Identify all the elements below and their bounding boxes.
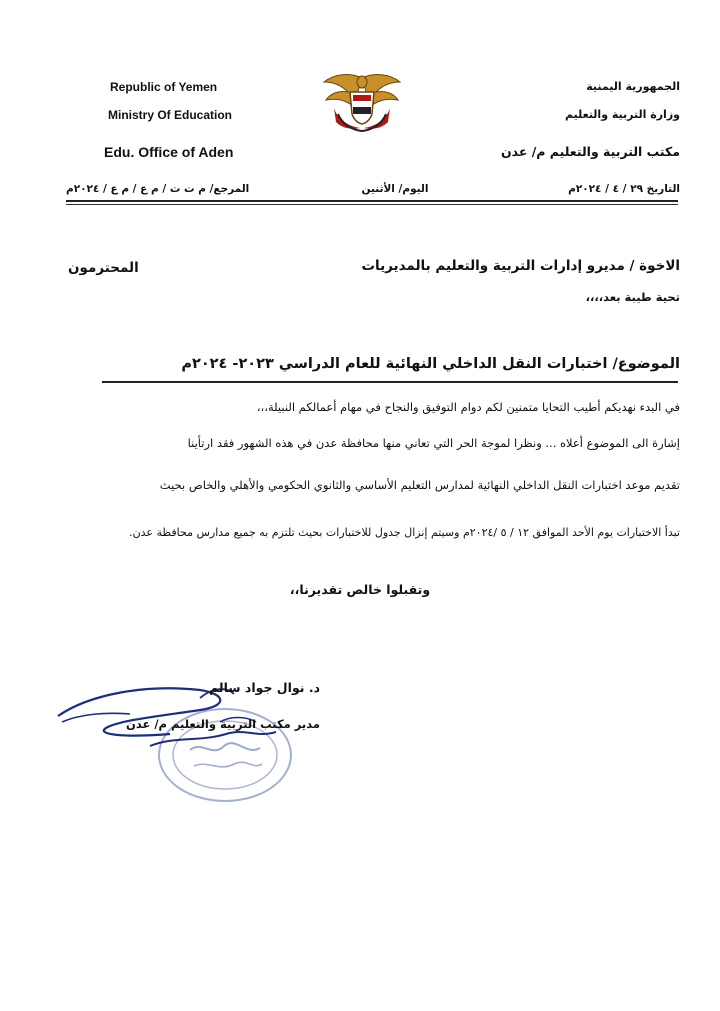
subject-underline bbox=[102, 381, 678, 383]
header-reference: المرجع/ م ت ت / م ع / م ع / ٢٠٢٤م bbox=[66, 183, 250, 195]
signature-name: د. نوال جواد سالم bbox=[209, 680, 320, 695]
recipient-greeting: تحية طيبة بعد،،،، bbox=[585, 290, 680, 304]
header-en-ministry: Ministry Of Education bbox=[108, 108, 233, 122]
header-date: التاريخ ٢٩ / ٤ / ٢٠٢٤م bbox=[568, 183, 680, 195]
header-ar-republic: الجمهورية اليمنية bbox=[586, 80, 680, 93]
letter-subject: الموضوع/ اختبارات النقل الداخلي النهائية للعام الدراسي ٢٠٢٣- ٢٠٢٤م bbox=[181, 356, 680, 372]
header-divider bbox=[66, 200, 678, 202]
recipient-addressee: الاخوة / مديرو إدارات التربية والتعليم بالمديريات bbox=[361, 258, 680, 274]
body-paragraph-4: تبدأ الاختبارات يوم الأحد الموافق ١٢ / ٥ /٢٠٢٤م وسيتم إنزال جدول للاختبارات بحيث تلتزم به جميع مدارس محافظة عدن. bbox=[129, 526, 680, 539]
body-paragraph-3: تقديم موعد اختبارات النقل الداخلي النهائية لمدارس التعليم الأساسي والثانوي الحكومي والأهلي والخاص بحيث bbox=[159, 478, 680, 492]
header-en-office: Edu. Office of Aden bbox=[104, 144, 234, 160]
body-paragraph-1: في البدء نهديكم أطيب التحايا متمنين لكم دوام التوفيق والنجاح في مهام أعمالكم النبيلة،،، bbox=[256, 400, 680, 414]
body-closing: وتقبلوا خالص تقديرنا،، bbox=[289, 582, 431, 597]
body-paragraph-2: إشارة الى الموضوع أعلاه ... ونظرا لموجة الحر التي تعاني منها محافظة عدن في هذه الشهور فقد ارتأينا bbox=[187, 436, 680, 450]
header-ar-ministry: وزارة التربية والتعليم bbox=[565, 108, 680, 121]
header-divider-thin bbox=[66, 204, 678, 205]
signature-title: مدير مكتب التربية والتعليم م/ عدن bbox=[126, 717, 320, 731]
header-day: اليوم/ الأثنين bbox=[361, 183, 429, 195]
yemen-emblem-icon bbox=[320, 68, 404, 136]
recipient-honorific: المحترمون bbox=[68, 260, 139, 276]
header-en-republic: Republic of Yemen bbox=[110, 80, 218, 94]
header-ar-office: مكتب التربية والتعليم م/ عدن bbox=[500, 144, 680, 159]
